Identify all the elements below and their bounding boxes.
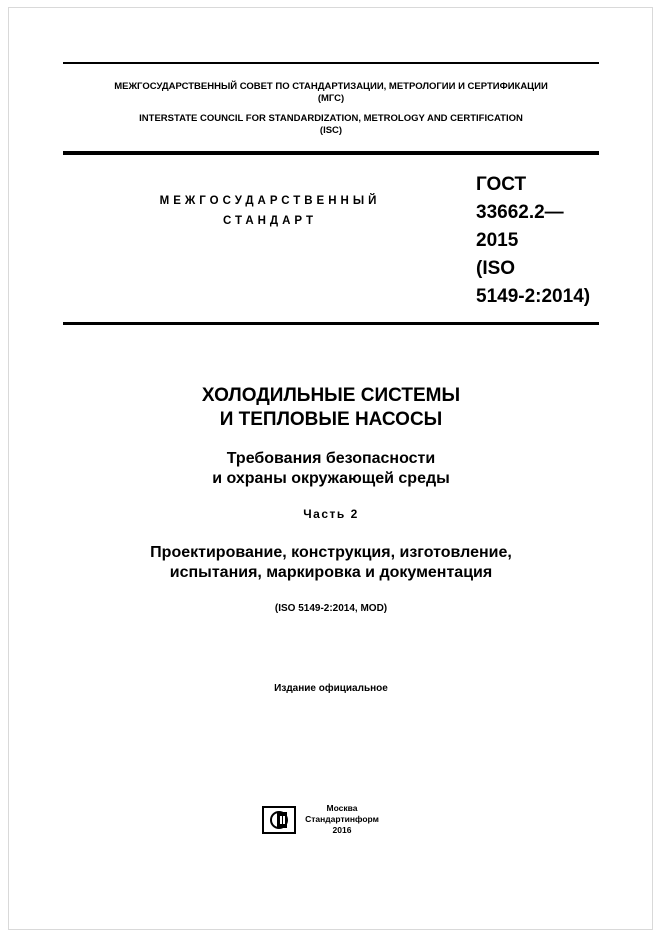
part-title-line2: испытания, маркировка и документация: [169, 564, 493, 581]
document-subtitle-line1: Требования безопасности: [226, 450, 436, 467]
gost-number-line: 5149-2:2014): [476, 286, 591, 307]
document-subtitle: [63, 449, 599, 489]
council-en: [63, 113, 599, 137]
document-title-line2: И ТЕПЛОВЫЕ НАСОСЫ: [219, 409, 443, 430]
standard-label-line2: СТАНДАРТ: [223, 215, 317, 227]
part-number: Часть 2: [303, 507, 359, 521]
gost-number-line: 33662.2—: [476, 202, 564, 223]
gost-number-line: ГОСТ: [476, 174, 527, 195]
title-rule: [63, 322, 599, 325]
council-en-abbr: (ISC): [319, 125, 343, 136]
document-subtitle-line2: и охраны окружающей среды: [212, 470, 450, 487]
council-ru-abbr: (МГС): [317, 93, 345, 104]
publisher-block: [302, 803, 382, 836]
part-title: [63, 543, 599, 583]
document-title: [63, 384, 599, 432]
iso-reference: (ISO 5149-2:2014, MOD): [274, 603, 388, 614]
top-rule: [63, 62, 599, 64]
standard-label-line1: МЕЖГОСУДАРСТВЕННЫЙ: [159, 195, 381, 207]
standartinform-logo-icon: [262, 806, 296, 834]
council-ru-name: МЕЖГОСУДАРСТВЕННЫЙ СОВЕТ ПО СТАНДАРТИЗАЦИИ, МЕТРОЛОГИИ И СЕРТИФИКАЦИИ: [114, 81, 548, 92]
gost-number-line: (ISO: [476, 258, 516, 279]
standartinform-logo-graphic: [264, 808, 294, 832]
standard-label: [130, 191, 410, 231]
council-ru: [63, 81, 599, 105]
publisher-name: Стандартинформ: [305, 814, 379, 824]
council-en-name: INTERSTATE COUNCIL FOR STANDARDIZATION, METROLOGY AND CERTIFICATION: [139, 113, 523, 124]
publisher-year: 2016: [332, 825, 352, 835]
edition-label: Издание официальное: [274, 683, 388, 694]
part-title-line1: Проектирование, конструкция, изготовление,: [150, 544, 512, 561]
publisher-city: Москва: [326, 803, 358, 813]
document-title-line1: ХОЛОДИЛЬНЫЕ СИСТЕМЫ: [201, 385, 461, 406]
gost-number: [476, 171, 601, 311]
gost-number-line: 2015: [476, 230, 519, 251]
header-rule: [63, 151, 599, 155]
